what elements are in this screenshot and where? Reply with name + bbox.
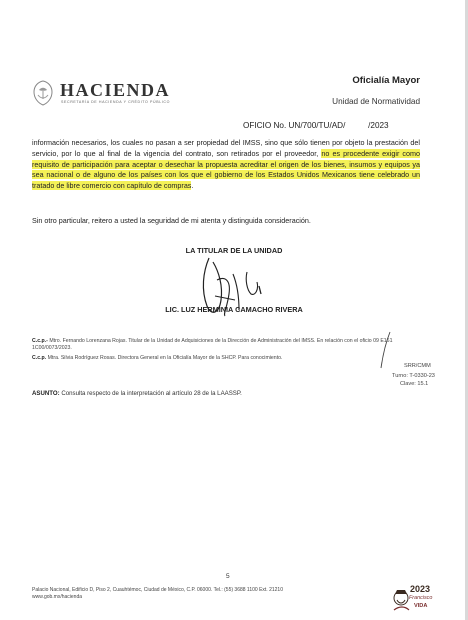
ccp-label: C.c.p.- — [32, 338, 48, 344]
signatory-name: LIC. LUZ HERMINIA CAMACHO RIVERA — [165, 305, 303, 314]
ccp-item — [32, 338, 428, 352]
office-name: Oficialía Mayor — [352, 75, 420, 86]
paragraph-text: información necesarios, los cuales no pasan a ser propiedad del IMSS, sino que sólo tienen por objeto la prestación del servicio, por lo que al final de la vigencia del contrato, son retirados por el proveedor, — [32, 138, 420, 158]
body-paragraph — [32, 138, 420, 192]
coat-of-arms-icon — [30, 78, 56, 108]
ccp-text: Mtro. Fernando Lorenzana Rojas. Titular de la Unidad de Adquisiciones de la Dirección de Administración del IMSS. En relación con el oficio 09 E161 1C00/0073/2023. — [32, 338, 393, 352]
subject-text: Consulta respecto de la interpretación al artículo 28 de la LAASSP. — [61, 390, 242, 397]
page-number: 5 — [226, 573, 230, 580]
ccp-label: C.c.p. — [32, 355, 47, 361]
signature-title: LA TITULAR DE LA UNIDAD — [185, 246, 283, 255]
ccp-item — [32, 355, 428, 362]
website-link[interactable]: www.gob.mx/hacienda — [32, 593, 83, 600]
subject-label: ASUNTO: — [32, 390, 60, 397]
logo-subtitle: SECRETARÍA DE HACIENDA Y CRÉDITO PÚBLICO — [61, 100, 171, 104]
unit-name: Unidad de Normatividad — [332, 97, 420, 106]
clave-number: Clave: 15.1 — [400, 381, 429, 387]
badge-word: VIDA — [414, 603, 428, 609]
closing-paragraph: Sin otro particular, reitero a usted la seguridad de mi atenta y distinguida consideración. — [32, 216, 311, 225]
logo-title: HACIENDA — [60, 80, 171, 100]
oficio-number: OFICIO No. UN/700/TU/AD/ /2023 — [243, 121, 389, 130]
badge-name: Francisco — [409, 595, 433, 601]
subject-line — [32, 390, 242, 397]
turno-number: Turno: T-0330-23 — [392, 373, 435, 379]
address-text: Palacio Nacional, Edificio D, Piso 2, Cuauhtémoc, Ciudad de México, C.P. 06000. Tel.: (55) 3688 1100 Ext. 21210 — [32, 587, 283, 593]
ccp-text: Mtra. Silvia Rodríguez Rosas. Directora General en la Oficialía Mayor de la SHCP. Para conocimiento. — [47, 355, 283, 361]
badge-year: 2023 — [410, 584, 431, 594]
highlighted-text: no es procedente exigir como requisito de participación para aceptar o desechar la propuesta acreditar el origen de los bienes, insumos y equipos ya sea nacional o de alguno de los países con los que el gobierno de los Estados Unidos Mexicanos tiene celebrado un tratado de libre comercio con capítulo de compras — [32, 148, 420, 191]
footer-address — [32, 587, 283, 601]
reference-initials: SRR/CMM — [404, 363, 431, 369]
paragraph-end: . — [191, 181, 194, 191]
